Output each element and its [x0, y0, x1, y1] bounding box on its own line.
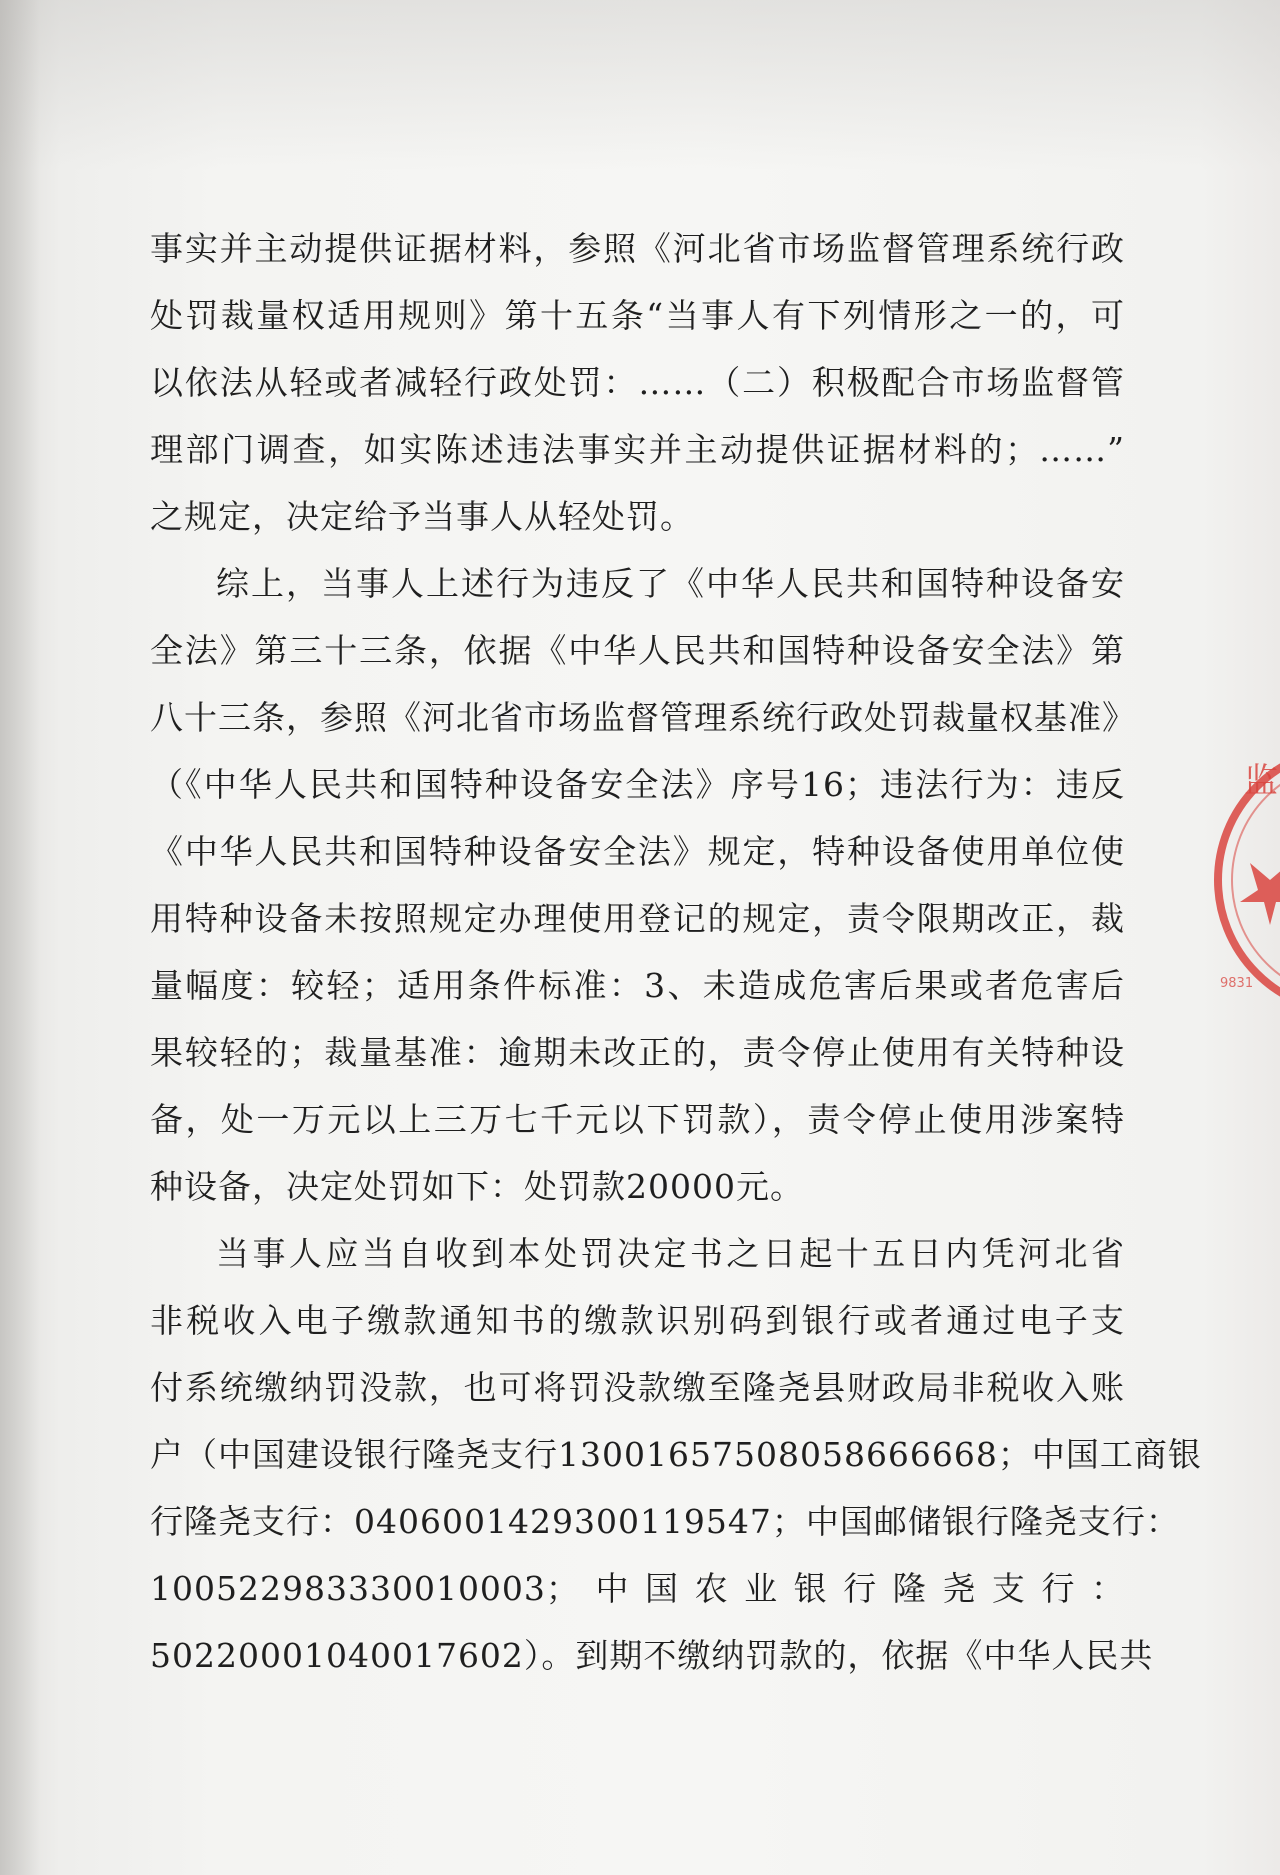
text-line-20: 行隆尧支行：0406001429300119547；中国邮储银行隆尧支行： — [150, 1502, 1180, 1541]
document-body — [150, 215, 1202, 1689]
seal-number-fragment: 9831 — [1220, 976, 1254, 991]
text-line-2: 处罚裁量权适用规则》第十五条“当事人有下列情形之一的，可 — [150, 296, 1125, 335]
text-line-13: 果较轻的；裁量基准：逾期未改正的，责令停止使用有关特种设 — [150, 1033, 1125, 1072]
text-line-10: 《中华人民共和国特种设备安全法》规定，特种设备使用单位使 — [150, 832, 1125, 871]
seal-character: 监 — [1244, 761, 1278, 801]
text-line-14: 备，处一万元以上三万七千元以下罚款），责令停止使用涉案特 — [150, 1100, 1125, 1139]
text-line-4: 理部门调查，如实陈述违法事实并主动提供证据材料的；……” — [150, 430, 1125, 469]
text-line-1: 事实并主动提供证据材料，参照《河北省市场监督管理系统行政 — [150, 229, 1125, 268]
text-line-19: 户（中国建设银行隆尧支行13001657508058666668；中国工商银 — [150, 1435, 1202, 1474]
red-seal-stamp — [1200, 730, 1280, 1030]
text-line-22: 50220001040017602）。到期不缴纳罚款的，依据《中华人民共 — [150, 1636, 1154, 1675]
text-line-7: 全法》第三十三条，依据《中华人民共和国特种设备安全法》第 — [150, 631, 1125, 670]
text-line-15: 种设备，决定处罚如下：处罚款20000元。 — [150, 1167, 804, 1206]
text-line-8: 八十三条，参照《河北省市场监督管理系统行政处罚裁量权基准》 — [150, 698, 1136, 737]
text-line-17: 非税收入电子缴款通知书的缴款识别码到银行或者通过电子支 — [150, 1301, 1125, 1340]
text-line-18: 付系统缴纳罚没款，也可将罚没款缴至隆尧县财政局非税收入账 — [150, 1368, 1125, 1407]
text-line-21: 100522983330010003；中国农业银行隆尧支行： — [150, 1569, 1125, 1608]
page-shadow-left — [0, 0, 40, 1875]
page-shadow-top — [0, 0, 1280, 170]
text-line-3: 以依法从轻或者减轻行政处罚：……（二）积极配合市场监督管 — [150, 363, 1125, 402]
text-line-6: 综上，当事人上述行为违反了《中华人民共和国特种设备安 — [216, 564, 1125, 603]
text-line-9: （《中华人民共和国特种设备安全法》序号16；违法行为：违反 — [150, 765, 1125, 804]
text-line-16: 当事人应当自收到本处罚决定书之日起十五日内凭河北省 — [216, 1234, 1125, 1273]
text-line-11: 用特种设备未按照规定办理使用登记的规定，责令限期改正，裁 — [150, 899, 1125, 938]
text-line-12: 量幅度：较轻；适用条件标准：3、未造成危害后果或者危害后 — [150, 966, 1125, 1005]
text-line-5: 之规定，决定给予当事人从轻处罚。 — [150, 497, 694, 536]
